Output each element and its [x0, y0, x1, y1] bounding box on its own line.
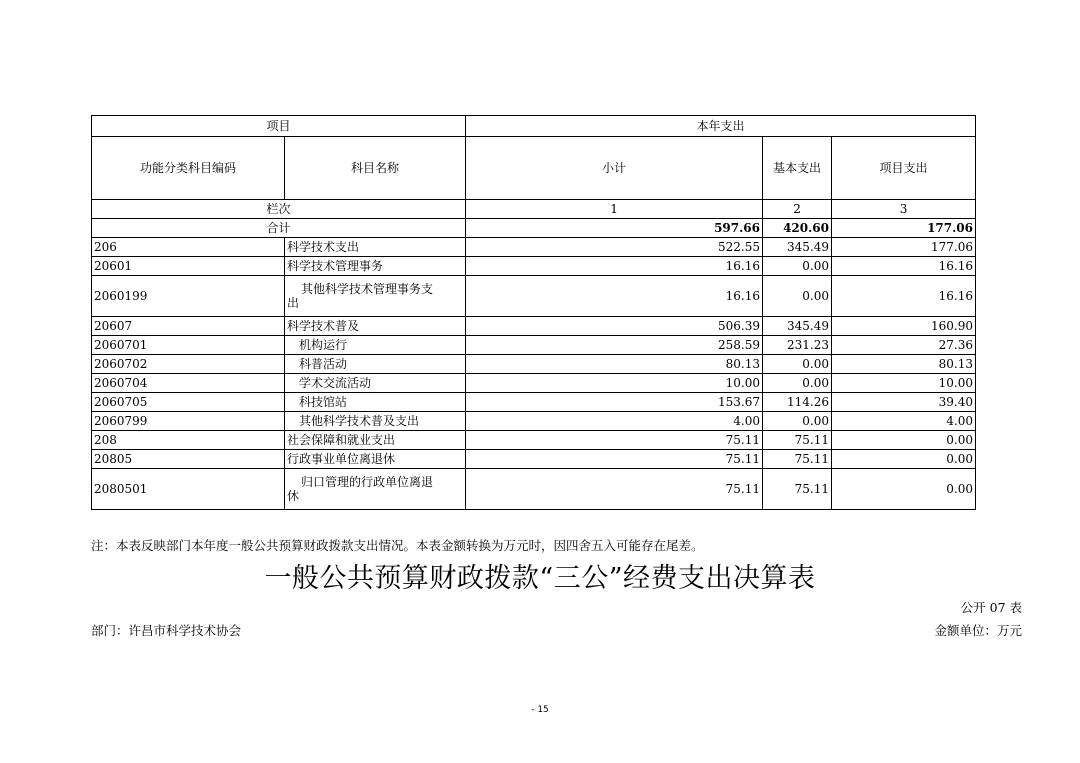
table-row [92, 317, 976, 336]
row-project: 39.40 [832, 393, 976, 412]
row-basic: 0.00 [763, 276, 832, 317]
row-code: 2060702 [92, 355, 285, 374]
row-name: 行政事业单位离退休 [285, 450, 466, 469]
amount-unit-label: 金额单位：万元 [934, 623, 1022, 638]
header-basic: 基本支出 [763, 137, 832, 200]
row-name: 机构运行 [285, 336, 466, 355]
page-title: 一般公共预算财政拨款“三公”经费支出决算表 [264, 563, 816, 594]
row-subtotal: 75.11 [466, 450, 763, 469]
row-code: 206 [92, 238, 285, 257]
row-project: 27.36 [832, 336, 976, 355]
row-basic: 0.00 [763, 374, 832, 393]
row-subtotal: 75.11 [466, 469, 763, 510]
row-subtotal: 506.39 [466, 317, 763, 336]
row-basic: 75.11 [763, 450, 832, 469]
row-code: 2060799 [92, 412, 285, 431]
row-basic: 0.00 [763, 257, 832, 276]
row-subtotal: 75.11 [466, 431, 763, 450]
row-subtotal: 4.00 [466, 412, 763, 431]
row-subtotal: 16.16 [466, 276, 763, 317]
row-subtotal: 16.16 [466, 257, 763, 276]
row-code: 2080501 [92, 469, 285, 510]
row-basic: 75.11 [763, 431, 832, 450]
row-name: 科学技术支出 [285, 238, 466, 257]
row-code: 20805 [92, 450, 285, 469]
table-row [92, 355, 976, 374]
row-basic: 114.26 [763, 393, 832, 412]
table-row [92, 393, 976, 412]
page-number: - 15 [531, 705, 549, 715]
row-subtotal: 10.00 [466, 374, 763, 393]
table-row [92, 336, 976, 355]
row-name: 科普活动 [285, 355, 466, 374]
row-name: 社会保障和就业支出 [285, 431, 466, 450]
row-code: 2060199 [92, 276, 285, 317]
row-name: 其他科学技术普及支出 [285, 412, 466, 431]
row-project: 160.90 [832, 317, 976, 336]
row-name-line-2: 出 [287, 296, 300, 310]
header-subtotal: 小计 [466, 137, 763, 200]
table-row [92, 257, 976, 276]
row-name [285, 469, 466, 510]
row-basic: 0.00 [763, 412, 832, 431]
total-basic: 420.60 [763, 219, 832, 238]
column-index-row [92, 200, 976, 219]
row-code: 208 [92, 431, 285, 450]
department-label: 部门：许昌市科学技术协会 [91, 623, 242, 638]
row-name-line-2: 休 [287, 489, 300, 503]
row-project: 0.00 [832, 469, 976, 510]
column-index-1: 1 [466, 200, 763, 219]
header-code: 功能分类科目编码 [92, 137, 285, 200]
column-index-label: 栏次 [92, 200, 466, 219]
row-basic: 345.49 [763, 317, 832, 336]
row-project: 0.00 [832, 450, 976, 469]
row-code: 20601 [92, 257, 285, 276]
column-index-2: 2 [763, 200, 832, 219]
row-code: 20607 [92, 317, 285, 336]
table-row [92, 412, 976, 431]
row-name: 科学技术管理事务 [285, 257, 466, 276]
row-basic: 231.23 [763, 336, 832, 355]
row-subtotal: 80.13 [466, 355, 763, 374]
table-row [92, 431, 976, 450]
row-subtotal: 522.55 [466, 238, 763, 257]
row-basic: 345.49 [763, 238, 832, 257]
header-name: 科目名称 [285, 137, 466, 200]
column-index-3: 3 [832, 200, 976, 219]
total-project: 177.06 [832, 219, 976, 238]
row-name-line-1: 其他科学技术管理事务支 [301, 282, 434, 296]
total-subtotal: 597.66 [466, 219, 763, 238]
row-code: 2060701 [92, 336, 285, 355]
row-code: 2060704 [92, 374, 285, 393]
table-row [92, 374, 976, 393]
row-project: 80.13 [832, 355, 976, 374]
row-subtotal: 258.59 [466, 336, 763, 355]
header-project: 项目 [92, 116, 466, 137]
row-project: 16.16 [832, 257, 976, 276]
header-row-top [92, 116, 976, 137]
header-current-year-expenditure: 本年支出 [466, 116, 976, 137]
row-name: 科学技术普及 [285, 317, 466, 336]
table-row [92, 469, 976, 510]
row-name-line-1: 归口管理的行政单位离退 [301, 475, 434, 489]
row-basic: 75.11 [763, 469, 832, 510]
row-project: 16.16 [832, 276, 976, 317]
row-code: 2060705 [92, 393, 285, 412]
row-project: 177.06 [832, 238, 976, 257]
row-project: 10.00 [832, 374, 976, 393]
row-project: 0.00 [832, 431, 976, 450]
row-project: 4.00 [832, 412, 976, 431]
form-code: 公开 07 表 [960, 600, 1022, 615]
row-name: 学术交流活动 [285, 374, 466, 393]
table-note: 注：本表反映部门本年度一般公共预算财政拨款支出情况。本表金额转换为万元时，因四舍五入可能存在尾差。 [91, 538, 704, 553]
table-row [92, 276, 976, 317]
table-row [92, 238, 976, 257]
row-name: 科技馆站 [285, 393, 466, 412]
header-row-columns [92, 137, 976, 200]
expenditure-table [91, 115, 976, 510]
table-row [92, 450, 976, 469]
header-project-expenditure: 项目支出 [832, 137, 976, 200]
total-label: 合计 [92, 219, 466, 238]
row-name [285, 276, 466, 317]
row-subtotal: 153.67 [466, 393, 763, 412]
row-basic: 0.00 [763, 355, 832, 374]
total-row [92, 219, 976, 238]
